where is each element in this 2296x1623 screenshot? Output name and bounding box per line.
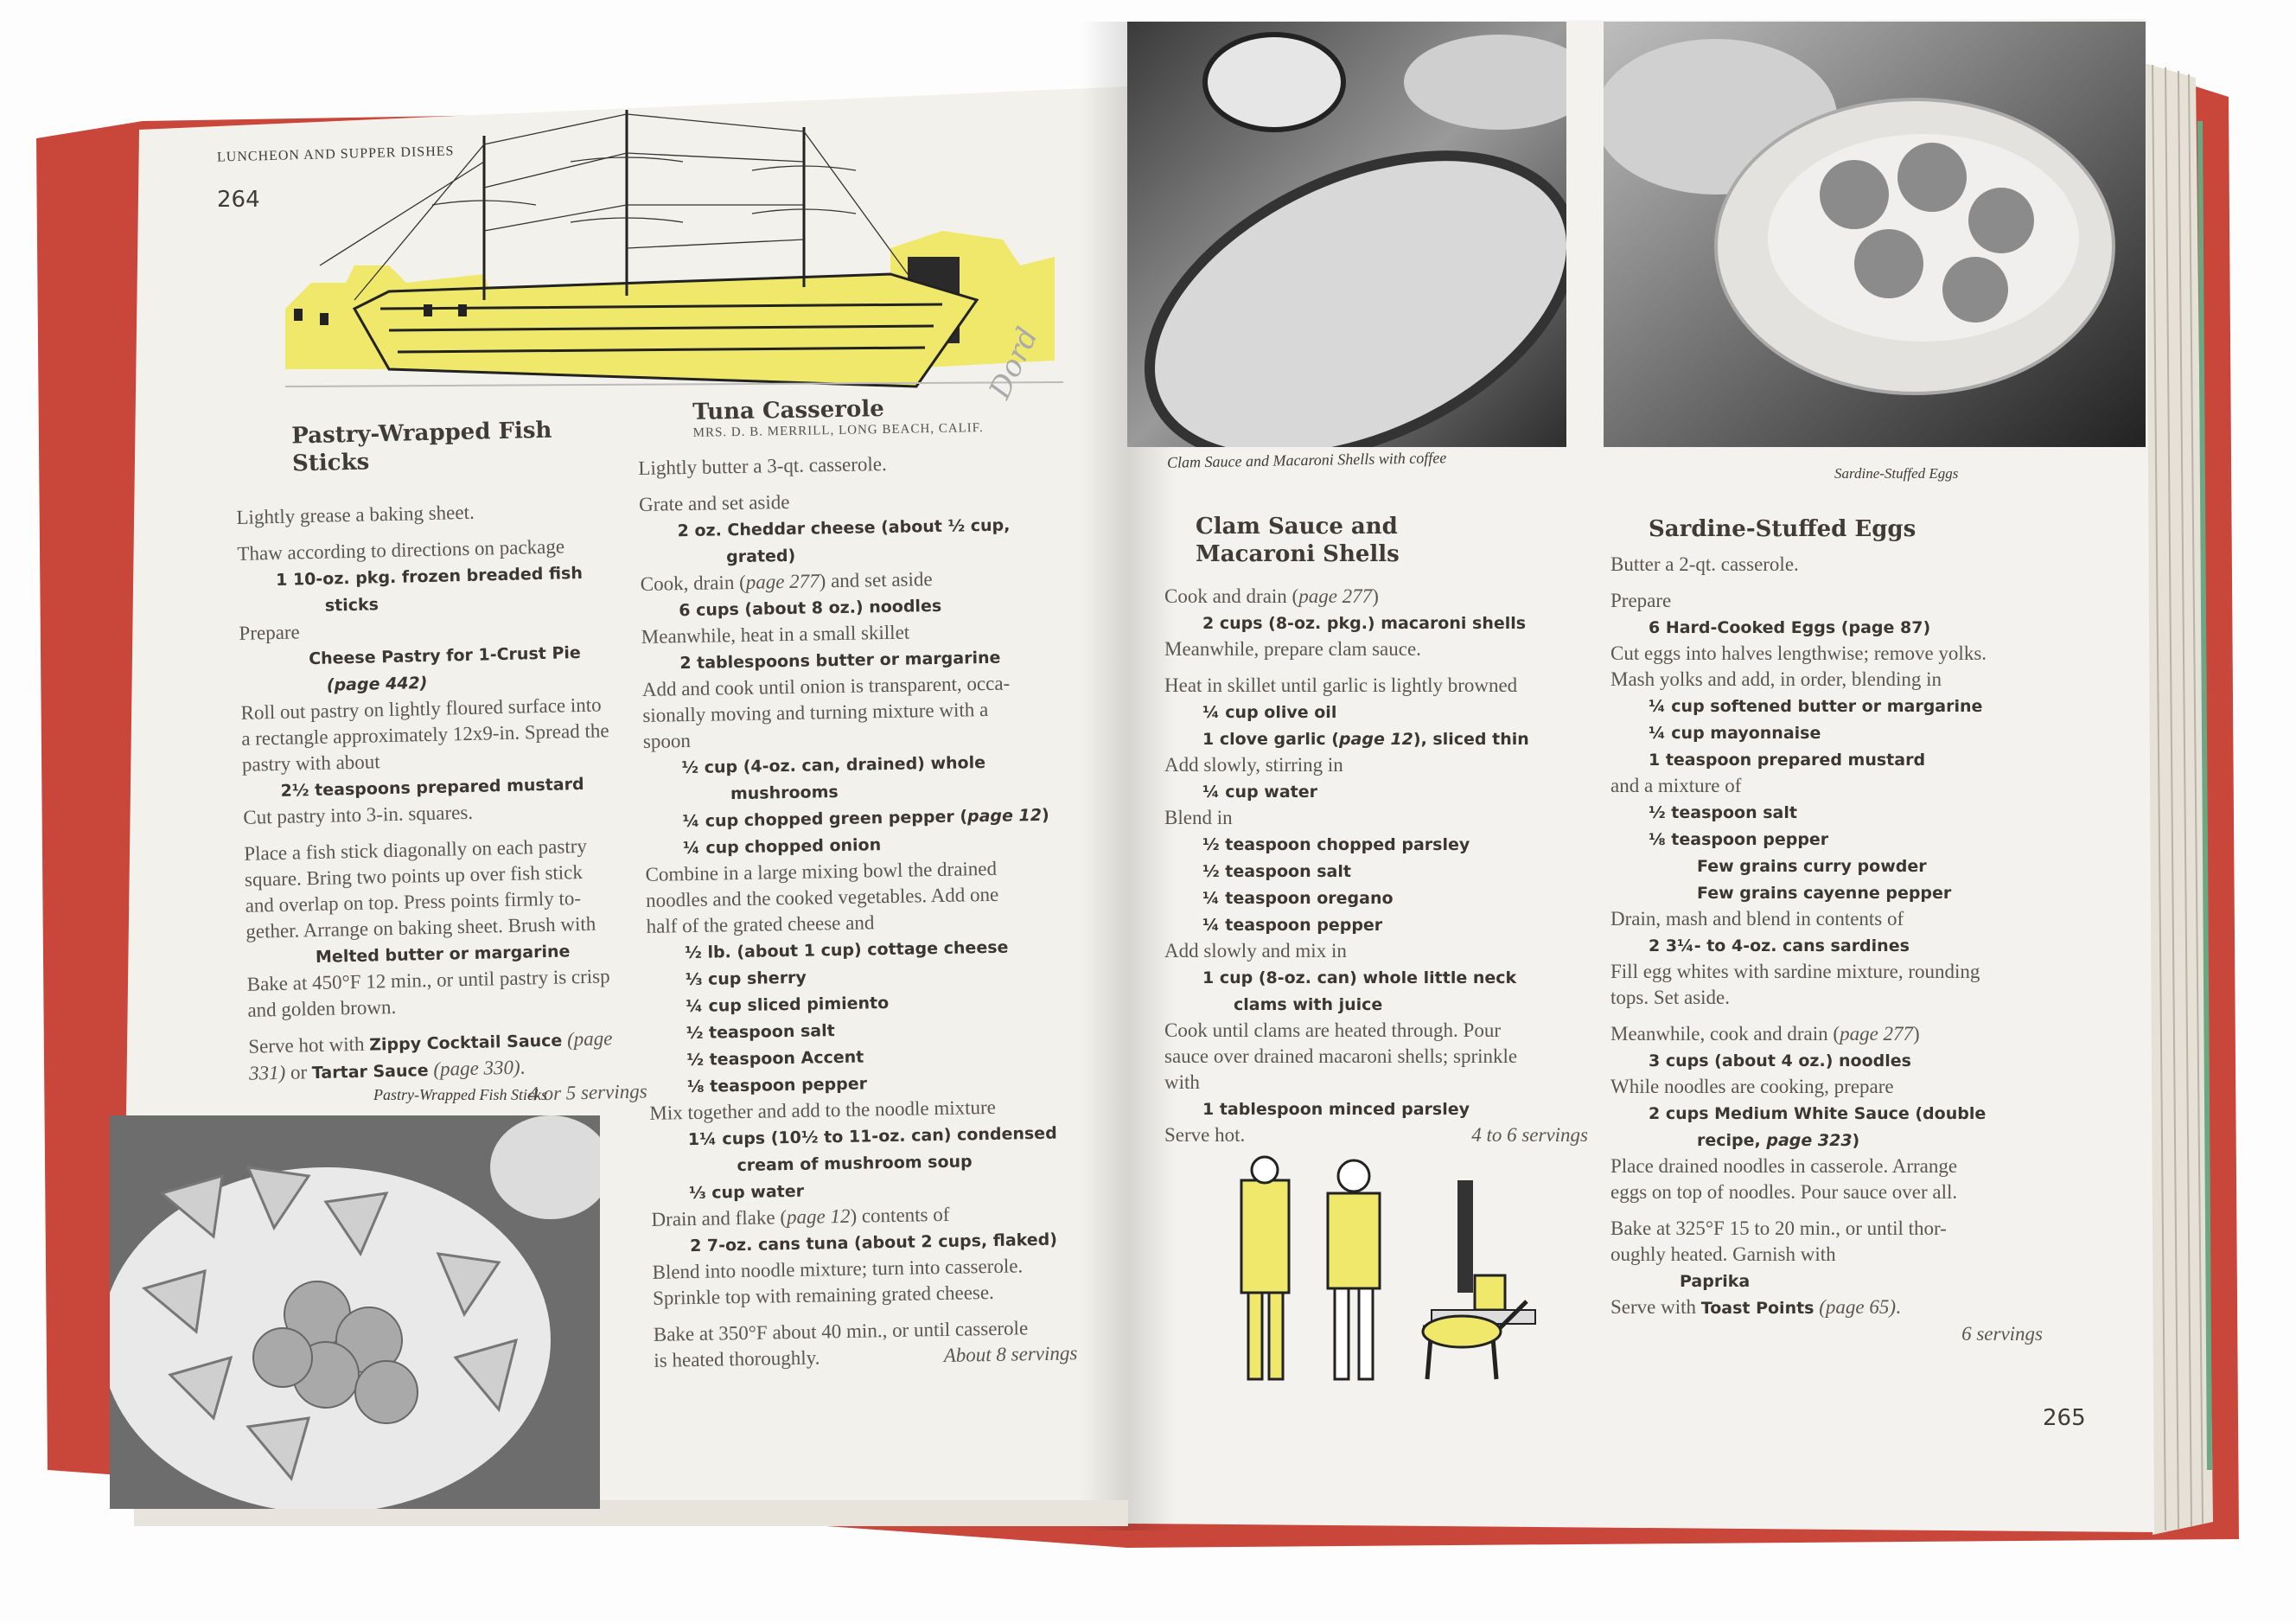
- ingredient-text: grated): [726, 546, 796, 567]
- recipe-line: [1164, 1070, 1588, 1096]
- instruction-text: Cut eggs into halves lengthwise; remove yolks.: [1610, 642, 1987, 664]
- instruction-text: Heat in skillet until garlic is lightly browned: [1164, 674, 1518, 696]
- instruction-text: Mix together and add to the noodle mixture: [649, 1096, 997, 1124]
- instruction-text: Blend in: [1164, 807, 1233, 828]
- instruction-text: with: [1164, 1071, 1200, 1093]
- ingredient-text: ½ teaspoon salt: [1202, 862, 1351, 881]
- recipe-line: [1610, 985, 2043, 1011]
- instruction-text: gether. Arrange on baking sheet. Brush with: [246, 912, 596, 942]
- ingredient-text: Melted butter or margarine: [315, 942, 571, 968]
- ingredient-text: sticks: [324, 595, 379, 616]
- ingredient-text: ¼ cup chopped onion: [682, 835, 882, 859]
- photo-caption-clam-sauce: Clam Sauce and Macaroni Shells with coffee: [1166, 449, 1447, 471]
- recipe-sardine-eggs: [1610, 515, 2043, 1347]
- instruction-text: half of the grated cheese and: [646, 911, 875, 937]
- instruction-text: Place drained noodles in casserole. Arrange: [1610, 1155, 1958, 1177]
- instruction-text: page 277: [1840, 1023, 1914, 1045]
- instruction-text: Blend into noodle mixture; turn into casserole.: [652, 1255, 1024, 1283]
- instruction-text: noodles and the cooked vegetables. Add one: [645, 883, 999, 911]
- page-number-left: 264: [217, 187, 260, 213]
- recipe-line: [1610, 641, 2043, 667]
- instruction-text: .: [520, 1056, 526, 1078]
- instruction-text: Thaw according to directions on package: [237, 535, 565, 565]
- ingredient-text: 1 10-oz. pkg. frozen breaded fish: [275, 563, 584, 590]
- colonial-figures-illustration: [1215, 1154, 1578, 1396]
- instruction-text: Bake at 450°F 12 min., or until pastry is crisp: [246, 965, 610, 995]
- ingredient-text: page 323: [1766, 1131, 1853, 1150]
- ingredient-text: (page 442): [326, 674, 428, 695]
- ingredient-text: ¼ teaspoon oregano: [1202, 889, 1394, 908]
- recipe-tuna-casserole: [637, 392, 1078, 1373]
- instruction-text: eggs on top of noodles. Pour sauce over all.: [1610, 1181, 1958, 1203]
- instruction-text: square. Bring two points up over fish stick: [244, 860, 584, 891]
- recipe-line: [236, 496, 635, 531]
- ingredient-text: Tartar Sauce: [311, 1061, 429, 1083]
- ingredient-text: 2 7-oz. cans tuna (about 2 cups, flaked): [689, 1230, 1058, 1256]
- ingredient-text: ): [1041, 805, 1049, 825]
- recipe-line: [1610, 879, 2043, 906]
- instruction-text: spoon: [642, 729, 692, 752]
- instruction-text: ) contents of: [850, 1203, 950, 1227]
- recipe-title: Sardine-Stuffed Eggs: [1649, 516, 1917, 542]
- ingredient-text: ¼ cup sliced pimiento: [686, 994, 890, 1017]
- recipe-fish-sticks: [234, 415, 647, 1114]
- ship-harbor-illustration: [285, 110, 1063, 404]
- instruction-text: ): [1913, 1023, 1920, 1045]
- ingredient-text: ½ teaspoon Accent: [686, 1047, 864, 1070]
- ingredient-text: mushrooms: [730, 783, 839, 804]
- recipe-line: [1164, 636, 1588, 662]
- instruction-text: Serve with: [1610, 1296, 1701, 1318]
- instruction-text: and golden brown.: [247, 995, 397, 1021]
- recipe-line: [1610, 719, 2043, 746]
- instruction-text: (page 65): [1814, 1296, 1897, 1318]
- ingredient-text: 1¼ cups (10½ to 11-oz. can) condensed: [687, 1123, 1057, 1150]
- ingredient-text: page 12: [1338, 730, 1413, 749]
- instruction-text: is heated thoroughly.: [654, 1346, 820, 1371]
- recipe-line: [1610, 552, 2043, 578]
- recipe-line: [1164, 1122, 1588, 1148]
- recipe-line: [1610, 1127, 2043, 1153]
- recipe-line: [1610, 1153, 2043, 1179]
- recipe-line: [1610, 959, 2043, 985]
- instruction-text: Bake at 325°F 15 to 20 min., or until thor-: [1610, 1217, 1947, 1239]
- ingredient-text: ½ cup (4-oz. can, drained) whole: [681, 753, 986, 778]
- ingredient-text: clams with juice: [1234, 995, 1383, 1014]
- ingredient-text: Cheese Pastry for 1-Crust Pie: [308, 642, 582, 669]
- recipe-line: [1610, 853, 2043, 879]
- instruction-text: oughly heated. Garnish with: [1610, 1243, 1836, 1265]
- recipe-line: [1164, 964, 1588, 991]
- ingredient-text: ½ teaspoon salt: [686, 1021, 835, 1044]
- instruction-text: Drain and flake (: [651, 1206, 788, 1230]
- recipe-line: [1164, 699, 1588, 725]
- recipe-line: [1164, 885, 1588, 911]
- instruction-text: Add slowly and mix in: [1164, 940, 1347, 962]
- photo-caption-fish-sticks: Pastry-Wrapped Fish Sticks: [373, 1086, 547, 1103]
- recipe-line: [1610, 1216, 2043, 1242]
- instruction-text: Cook, drain (: [640, 571, 746, 595]
- ingredient-text: Toast Points: [1700, 1299, 1814, 1318]
- recipe-body: [638, 448, 1077, 1373]
- handwritten-note: Dord: [982, 322, 1046, 405]
- instruction-text: ) and set aside: [819, 568, 933, 592]
- ingredient-text: ¼ cup water: [1202, 783, 1317, 802]
- recipe-line: [1164, 1044, 1588, 1070]
- ingredient-text: 6 Hard-Cooked Eggs (page 87): [1649, 618, 1931, 637]
- photo-caption-sardine-eggs: Sardine-Stuffed Eggs: [1834, 465, 1959, 482]
- instruction-text: sauce over drained macaroni shells; sprinkle: [1164, 1045, 1518, 1067]
- recipe-line: [1610, 1268, 2043, 1294]
- ingredient-text: 1 teaspoon prepared mustard: [1649, 751, 1926, 770]
- recipe-byline: MRS. D. B. MERRILL, LONG BEACH, CALIF.: [692, 421, 984, 440]
- recipe-body: [236, 496, 647, 1114]
- recipe-line: [1164, 858, 1588, 885]
- recipe-line: [1164, 610, 1588, 636]
- ingredient-text: Zippy Cocktail Sauce: [369, 1031, 563, 1055]
- instruction-text: Serve hot with: [248, 1032, 370, 1058]
- ingredient-text: ¼ cup olive oil: [1202, 703, 1337, 722]
- ingredient-text: ½ teaspoon salt: [1649, 803, 1797, 822]
- instruction-text: Roll out pastry on lightly floured surface into: [240, 693, 602, 724]
- instruction-text: Prepare: [239, 621, 301, 644]
- ingredient-text: ⅓ cup water: [688, 1181, 805, 1204]
- ingredient-text: ): [1852, 1131, 1860, 1150]
- recipe-body: [1610, 552, 2043, 1347]
- instruction-text: Prepare: [1610, 590, 1672, 611]
- ingredient-text: 1 cup (8-oz. can) whole little neck: [1202, 968, 1517, 987]
- instruction-text: 6 servings: [1961, 1323, 2043, 1345]
- recipe-line: [1164, 673, 1588, 699]
- ingredient-text: ⅛ teaspoon pepper: [686, 1074, 868, 1097]
- instruction-text: Grate and set aside: [638, 490, 790, 515]
- instruction-text: Meanwhile, heat in a small skillet: [641, 621, 910, 648]
- recipe-line: [1610, 746, 2043, 773]
- servings-text: 4 to 6 servings: [1471, 1124, 1588, 1146]
- recipe-line: [1164, 725, 1588, 752]
- sardine-eggs-photo: [1604, 22, 2146, 447]
- recipe-line: [1610, 1021, 2043, 1047]
- recipe-line: [1610, 614, 2043, 641]
- ingredient-text: ), sliced thin: [1413, 730, 1529, 749]
- instruction-text: ): [1372, 585, 1379, 607]
- instruction-text: .: [1896, 1296, 1901, 1318]
- instruction-text: and overlap on top. Press points firmly to-: [245, 887, 582, 917]
- ingredient-text: 1 tablespoon minced parsley: [1202, 1100, 1470, 1119]
- recipe-line: [1164, 1018, 1588, 1044]
- recipe-title: Macaroni Shells: [1196, 541, 1400, 567]
- ingredient-text: 2½ teaspoons prepared mustard: [280, 774, 584, 801]
- recipe-line: [1164, 831, 1588, 858]
- instruction-text: (page 330): [428, 1056, 520, 1081]
- ingredient-text: ⅛ teaspoon pepper: [1649, 830, 1829, 849]
- recipe-line: [1164, 991, 1588, 1018]
- recipe-clam-sauce: [1164, 513, 1588, 1148]
- recipe-line: [1164, 938, 1588, 964]
- ingredient-text: ¼ cup softened butter or margarine: [1649, 697, 1983, 716]
- recipe-line: [1610, 1047, 2043, 1074]
- instruction-text: While noodles are cooking, prepare: [1610, 1076, 1894, 1097]
- ingredient-text: 2 oz. Cheddar cheese (about ½ cup,: [677, 515, 1011, 541]
- recipe-line: [1610, 1242, 2043, 1268]
- instruction-text: Bake at 350°F about 40 min., or until casserole: [653, 1317, 1029, 1345]
- instruction-text: Butter a 2-qt. casserole.: [1610, 553, 1799, 575]
- recipe-line: [1610, 1321, 2043, 1347]
- ingredient-text: ⅓ cup sherry: [685, 968, 807, 990]
- recipe-line: [1610, 693, 2043, 719]
- ingredient-text: ¼ cup chopped green pepper (: [682, 807, 968, 832]
- ingredient-text: ¼ teaspoon pepper: [1202, 916, 1383, 935]
- instruction-text: sionally moving and turning mixture with a: [642, 698, 989, 726]
- ingredient-text: recipe,: [1697, 1131, 1767, 1150]
- recipe-line: [1610, 667, 2043, 693]
- recipe-title: Clam Sauce and: [1196, 514, 1398, 540]
- ingredient-text: 1 clove garlic (: [1202, 730, 1339, 749]
- instruction-text: (page: [562, 1027, 613, 1051]
- recipe-line: [1610, 906, 2043, 932]
- recipe-line: [1164, 805, 1588, 831]
- recipe-line: [1164, 911, 1588, 938]
- ingredient-text: 6 cups (about 8 oz.) noodles: [679, 596, 942, 621]
- running-head: LUNCHEON AND SUPPER DISHES: [216, 144, 455, 165]
- instruction-text: Combine in a large mixing bowl the drained: [645, 857, 998, 885]
- recipe-line: [1610, 1294, 2043, 1321]
- instruction-text: Fill egg whites with sardine mixture, rounding: [1610, 961, 1980, 982]
- ingredient-text: Paprika: [1680, 1272, 1751, 1291]
- instruction-text: or: [284, 1061, 313, 1083]
- instruction-text: Lightly butter a 3-qt. casserole.: [638, 452, 887, 479]
- ingredient-text: Few grains cayenne pepper: [1697, 884, 1952, 903]
- instruction-text: Meanwhile, cook and drain (: [1610, 1023, 1840, 1045]
- instruction-text: page 277: [745, 570, 820, 593]
- recipe-line: [1610, 1100, 2043, 1127]
- instruction-text: Drain, mash and blend in contents of: [1610, 908, 1904, 930]
- ingredient-text: ¼ cup mayonnaise: [1649, 724, 1821, 743]
- instruction-text: and a mixture of: [1610, 775, 1742, 796]
- recipe-title: Tuna Casserole: [692, 396, 884, 425]
- instruction-text: 4 or 5 servings: [528, 1080, 647, 1105]
- instruction-text: Add slowly, stirring in: [1164, 754, 1343, 776]
- ingredient-text: ½ lb. (about 1 cup) cottage cheese: [684, 937, 1009, 963]
- instruction-text: Sprinkle top with remaining grated cheese.: [652, 1281, 995, 1309]
- recipe-line: [1610, 799, 2043, 826]
- ingredient-text: 2 cups (8-oz. pkg.) macaroni shells: [1202, 614, 1527, 633]
- instruction-text: Cut pastry into 3-in. squares.: [243, 801, 474, 828]
- instruction-text: Serve hot.: [1164, 1124, 1246, 1146]
- ingredient-text: page 12: [966, 805, 1043, 827]
- ingredient-text: 3 cups (about 4 oz.) noodles: [1649, 1051, 1911, 1070]
- ingredient-text: Few grains curry powder: [1697, 857, 1927, 876]
- instruction-text: Meanwhile, prepare clam sauce.: [1164, 638, 1421, 660]
- instruction-text: a rectangle approximately 12x9-in. Spread the: [240, 719, 609, 750]
- instruction-text: pastry with about: [241, 751, 380, 776]
- instruction-text: Cook and drain (: [1164, 585, 1299, 607]
- instruction-text: Place a fish stick diagonally on each pastry: [244, 834, 588, 865]
- page-number-right: 265: [2043, 1405, 2086, 1431]
- recipe-line: [1164, 1096, 1588, 1122]
- recipe-line: [1610, 1179, 2043, 1205]
- servings-text: About 8 servings: [943, 1342, 1078, 1366]
- ingredient-text: 2 tablespoons butter or margarine: [679, 648, 1001, 674]
- ingredient-text: ½ teaspoon chopped parsley: [1202, 835, 1470, 854]
- recipe-line: [1610, 932, 2043, 959]
- ingredient-text: 2 3¼- to 4-oz. cans sardines: [1649, 936, 1910, 955]
- fish-sticks-photo: [110, 1115, 600, 1509]
- instruction-text: Mash yolks and add, in order, blending in: [1610, 668, 1942, 690]
- instruction-text: Add and cook until onion is transparent, occa-: [641, 672, 1011, 700]
- recipe-line: [1610, 1074, 2043, 1100]
- recipe-line: [1610, 588, 2043, 614]
- recipe-line: [638, 448, 1062, 482]
- instruction-text: tops. Set aside.: [1610, 987, 1730, 1008]
- recipe-line: [1610, 826, 2043, 853]
- recipe-line: [1164, 584, 1588, 610]
- recipe-title: Pastry-Wrapped Fish Sticks: [291, 417, 552, 477]
- instruction-text: page 12: [786, 1204, 851, 1229]
- recipe-line: [1164, 752, 1588, 778]
- recipe-line: [1610, 773, 2043, 799]
- clam-sauce-photo: [1127, 22, 1566, 447]
- ingredient-text: 2 cups Medium White Sauce (double: [1649, 1104, 1987, 1123]
- recipe-body: [1164, 584, 1588, 1148]
- instruction-text: Lightly grease a baking sheet.: [236, 501, 475, 528]
- ingredient-text: cream of mushroom soup: [737, 1152, 973, 1176]
- instruction-text: page 277: [1298, 585, 1373, 607]
- recipe-line: [1164, 778, 1588, 805]
- instruction-text: Cook until clams are heated through. Pour: [1164, 1019, 1502, 1041]
- instruction-text: 331): [248, 1061, 286, 1084]
